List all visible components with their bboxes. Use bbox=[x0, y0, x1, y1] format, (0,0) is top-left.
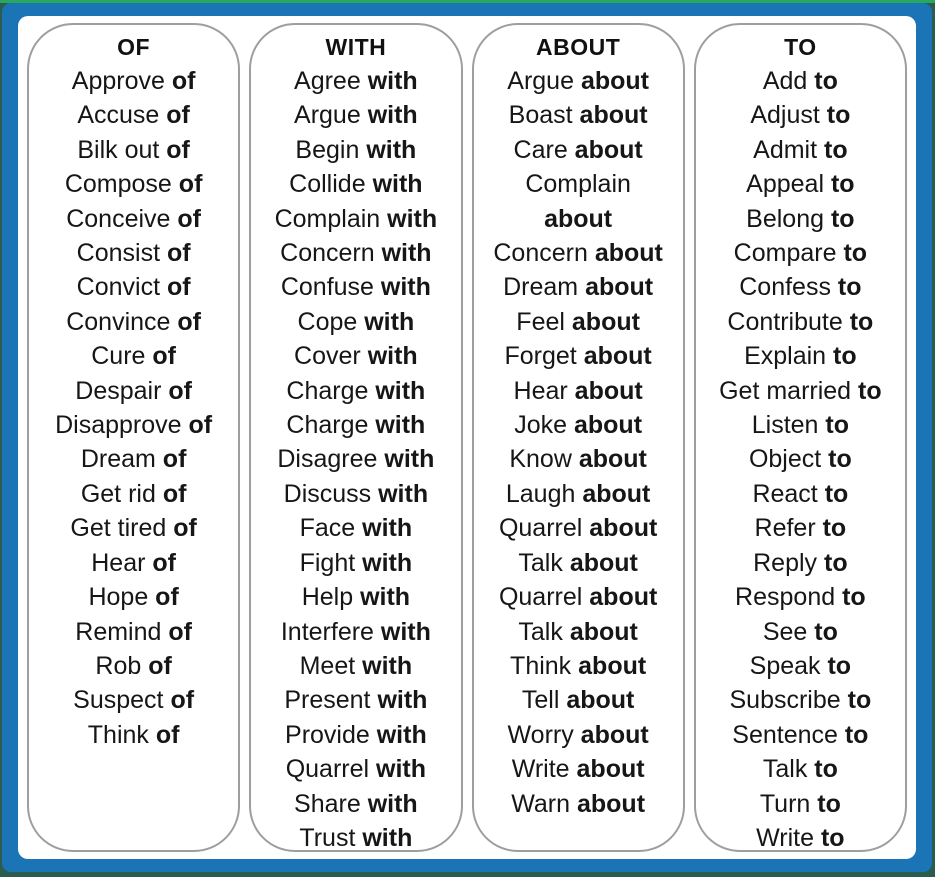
preposition-text: about bbox=[544, 204, 613, 233]
verb-phrase bbox=[29, 339, 238, 373]
verb-phrase bbox=[251, 64, 460, 98]
preposition-text: of bbox=[168, 376, 192, 405]
verb-phrase bbox=[474, 787, 683, 821]
verb-phrase bbox=[696, 649, 905, 683]
verb-phrase bbox=[696, 133, 905, 167]
verb-text: Compare bbox=[733, 239, 837, 268]
verb-phrase bbox=[696, 98, 905, 132]
preposition-text: of bbox=[171, 67, 196, 95]
verb-phrase bbox=[251, 511, 460, 545]
verb-phrase bbox=[29, 683, 238, 717]
verb-phrase bbox=[696, 683, 905, 717]
verb-phrase bbox=[29, 374, 238, 408]
preposition-text: with bbox=[360, 583, 411, 612]
verb-phrase bbox=[696, 408, 905, 442]
verb-text: Explain bbox=[744, 342, 827, 371]
verb-phrase bbox=[251, 615, 460, 649]
blue-frame bbox=[2, 3, 932, 872]
preposition-text: of bbox=[188, 411, 213, 440]
verb-text: Despair bbox=[75, 376, 162, 405]
verb-text: Agree bbox=[294, 67, 361, 95]
preposition-text: of bbox=[178, 170, 203, 199]
verb-text: Complain bbox=[274, 204, 381, 233]
verb-phrase bbox=[696, 477, 905, 511]
preposition-text: to bbox=[827, 651, 852, 680]
verb-phrase bbox=[696, 546, 905, 580]
preposition-text: of bbox=[166, 273, 191, 302]
preposition-text: about bbox=[582, 479, 651, 508]
verb-text: Joke bbox=[514, 411, 568, 440]
verb-text: Suspect bbox=[73, 686, 164, 715]
verb-text: Sentence bbox=[732, 720, 838, 749]
verb-phrase bbox=[251, 202, 460, 236]
verb-phrase bbox=[29, 718, 238, 752]
verb-phrase bbox=[251, 374, 460, 408]
verb-text: Think bbox=[510, 651, 572, 680]
verb-phrase bbox=[29, 580, 238, 614]
verb-text: Interfere bbox=[280, 617, 374, 646]
verb-text: Share bbox=[294, 789, 361, 818]
preposition-text: with bbox=[362, 548, 413, 577]
verb-text: Accuse bbox=[77, 101, 160, 130]
verb-phrase bbox=[251, 98, 460, 132]
verb-text: Confuse bbox=[280, 273, 374, 302]
verb-text: Talk bbox=[762, 755, 808, 784]
verb-text: Adjust bbox=[750, 101, 820, 130]
verb-text: Listen bbox=[751, 411, 819, 440]
verb-phrase bbox=[474, 339, 683, 373]
verb-phrase bbox=[474, 649, 683, 683]
verb-text: Appeal bbox=[746, 170, 825, 199]
preposition-text: to bbox=[814, 755, 838, 784]
verb-phrase bbox=[474, 615, 683, 649]
verb-text: Get rid bbox=[80, 479, 156, 508]
preposition-text: of bbox=[166, 101, 190, 130]
verb-text: Reply bbox=[753, 548, 818, 577]
verb-text: Hear bbox=[513, 376, 568, 405]
verb-phrase bbox=[251, 787, 460, 821]
preposition-text: of bbox=[152, 342, 176, 371]
preposition-text: to bbox=[830, 204, 855, 233]
verb-phrase bbox=[696, 718, 905, 752]
column-header-of: OF bbox=[117, 34, 151, 60]
verb-text: Cure bbox=[91, 342, 146, 371]
column-header-to: TO bbox=[784, 34, 817, 60]
verb-phrase bbox=[29, 64, 238, 98]
preposition-text: of bbox=[177, 307, 202, 336]
preposition-text: with bbox=[376, 720, 427, 749]
preposition-text: of bbox=[148, 651, 172, 680]
verb-text: Help bbox=[301, 583, 354, 612]
verb-text: Charge bbox=[286, 376, 369, 405]
verb-phrase bbox=[474, 64, 683, 98]
verb-text: Warn bbox=[511, 789, 571, 818]
verb-text: Worry bbox=[507, 720, 574, 749]
verb-text: Talk bbox=[518, 548, 563, 577]
verb-text: Fight bbox=[299, 548, 356, 577]
preposition-text: with bbox=[375, 376, 426, 405]
preposition-text: to bbox=[817, 789, 841, 818]
verb-text: Object bbox=[748, 445, 822, 474]
preposition-text: to bbox=[844, 720, 869, 749]
preposition-text: about bbox=[576, 755, 645, 784]
verb-text: Compose bbox=[64, 170, 172, 199]
verb-phrase bbox=[696, 270, 905, 304]
preposition-text: to bbox=[822, 514, 847, 543]
column-header-with: WITH bbox=[325, 34, 387, 60]
verb-phrase bbox=[251, 580, 460, 614]
preposition-text: about bbox=[574, 376, 643, 405]
verb-phrase bbox=[251, 683, 460, 717]
verb-phrase bbox=[251, 133, 460, 167]
verb-text: Face bbox=[299, 514, 356, 543]
preposition-text: about bbox=[569, 617, 638, 646]
verb-phrase bbox=[696, 787, 905, 821]
preposition-text: about bbox=[571, 307, 640, 336]
preposition-text: with bbox=[367, 789, 418, 818]
verb-phrase bbox=[29, 133, 238, 167]
verb-text: Laugh bbox=[505, 479, 576, 508]
preposition-text: to bbox=[828, 445, 852, 474]
preposition-text: to bbox=[847, 686, 872, 715]
card-grid bbox=[18, 16, 916, 859]
verb-phrase bbox=[696, 580, 905, 614]
verb-text: Refer bbox=[754, 514, 816, 543]
preposition-text: to bbox=[830, 170, 855, 199]
verb-phrase bbox=[251, 752, 460, 786]
preposition-text: about bbox=[573, 411, 643, 440]
verb-phrase bbox=[696, 511, 905, 545]
preposition-text: with bbox=[376, 755, 427, 784]
verb-text: Speak bbox=[749, 651, 821, 680]
preposition-text: about bbox=[569, 548, 638, 577]
verb-phrase bbox=[696, 374, 905, 408]
preposition-text: about bbox=[594, 239, 663, 268]
verb-text: Care bbox=[513, 135, 568, 164]
verb-text: Charge bbox=[286, 411, 369, 440]
verb-text: Conceive bbox=[66, 204, 171, 233]
preposition-text: with bbox=[367, 67, 418, 95]
verb-phrase bbox=[251, 821, 460, 852]
verb-text: Collide bbox=[289, 170, 366, 199]
verb-text: Disapprove bbox=[55, 411, 182, 440]
verb-phrase bbox=[474, 546, 683, 580]
verb-phrase bbox=[474, 408, 683, 442]
verb-phrase bbox=[251, 305, 460, 339]
preposition-text: about bbox=[566, 686, 635, 715]
verb-text: Convince bbox=[66, 307, 171, 336]
preposition-text: to bbox=[849, 307, 874, 336]
verb-text: Convict bbox=[76, 273, 161, 302]
verb-text: Write bbox=[511, 755, 570, 784]
verb-phrase bbox=[29, 202, 238, 236]
verb-text: Tell bbox=[521, 686, 560, 715]
preposition-text: of bbox=[166, 239, 191, 268]
verb-text: Forget bbox=[504, 342, 577, 371]
verb-text: Quarrel bbox=[498, 583, 583, 612]
verb-phrase bbox=[696, 442, 905, 476]
preposition-text: with bbox=[364, 307, 415, 336]
verb-text: Concern bbox=[280, 239, 375, 268]
verb-phrase bbox=[29, 442, 238, 476]
preposition-text: about bbox=[580, 67, 649, 95]
column-to bbox=[694, 23, 907, 852]
preposition-text: with bbox=[377, 686, 428, 715]
verb-phrase bbox=[474, 270, 683, 304]
verb-text: Think bbox=[87, 720, 149, 749]
verb-phrase bbox=[251, 270, 460, 304]
verb-phrase bbox=[696, 305, 905, 339]
verb-phrase bbox=[251, 167, 460, 201]
column-about bbox=[472, 23, 685, 852]
verb-text: Get tired bbox=[70, 514, 167, 543]
verb-text: Add bbox=[762, 67, 808, 95]
verb-text: Boast bbox=[508, 101, 573, 130]
verb-text: Present bbox=[284, 686, 371, 715]
verb-phrase bbox=[251, 236, 460, 270]
verb-text: Argue bbox=[507, 67, 574, 95]
verb-phrase bbox=[29, 477, 238, 511]
verb-text: Belong bbox=[746, 204, 825, 233]
preposition-text: of bbox=[162, 445, 187, 474]
verb-phrase bbox=[29, 408, 238, 442]
verb-phrase bbox=[251, 442, 460, 476]
preposition-text: to bbox=[843, 239, 868, 268]
preposition-text: with bbox=[372, 170, 423, 199]
verb-text: Bilk out bbox=[77, 135, 160, 164]
verb-phrase bbox=[29, 270, 238, 304]
preposition-text: of bbox=[155, 583, 179, 612]
preposition-text: with bbox=[362, 823, 413, 852]
verb-phrase bbox=[696, 202, 905, 236]
preposition-text: about bbox=[578, 651, 647, 680]
preposition-text: with bbox=[381, 239, 432, 268]
verb-text: Remind bbox=[75, 617, 162, 646]
verb-text: Discuss bbox=[283, 479, 372, 508]
verb-text: Hear bbox=[91, 548, 146, 577]
column-with bbox=[249, 23, 462, 852]
verb-text: Write bbox=[756, 823, 815, 852]
verb-phrase bbox=[474, 374, 683, 408]
preposition-text: with bbox=[367, 342, 418, 371]
verb-phrase bbox=[474, 133, 683, 167]
verb-phrase bbox=[29, 615, 238, 649]
verb-text: Get married bbox=[719, 376, 852, 405]
preposition-text: to bbox=[814, 617, 838, 646]
preposition-text: of bbox=[177, 204, 202, 233]
preposition-text: with bbox=[362, 651, 413, 680]
preposition-text: with bbox=[366, 135, 417, 164]
verb-phrase bbox=[696, 821, 905, 852]
preposition-text: with bbox=[384, 445, 435, 474]
verb-text: React bbox=[752, 479, 818, 508]
preposition-text: to bbox=[824, 135, 848, 164]
preposition-text: to bbox=[833, 342, 857, 371]
verb-phrase bbox=[474, 305, 683, 339]
preposition-text: with bbox=[380, 273, 431, 302]
preposition-text: to bbox=[858, 376, 882, 405]
preposition-text: with bbox=[362, 514, 413, 543]
preposition-text: to bbox=[842, 583, 866, 612]
column-of bbox=[27, 23, 240, 852]
verb-text: Cover bbox=[294, 342, 361, 371]
verb-text: Meet bbox=[299, 651, 356, 680]
preposition-text: about bbox=[578, 445, 647, 474]
verb-phrase bbox=[474, 580, 683, 614]
preposition-text: about bbox=[579, 101, 648, 130]
preposition-text: of bbox=[162, 479, 187, 508]
preposition-text: with bbox=[380, 617, 431, 646]
preposition-text: of bbox=[155, 720, 180, 749]
verb-phrase bbox=[29, 305, 238, 339]
verb-phrase bbox=[29, 167, 238, 201]
preposition-text: with bbox=[387, 204, 438, 233]
verb-phrase bbox=[474, 683, 683, 717]
preposition-text: about bbox=[585, 273, 654, 302]
verb-phrase bbox=[29, 546, 238, 580]
preposition-text: with bbox=[378, 479, 429, 508]
preposition-text: about bbox=[580, 720, 649, 749]
preposition-text: of bbox=[170, 686, 195, 715]
preposition-text: with bbox=[367, 101, 418, 130]
verb-text: Rob bbox=[95, 651, 142, 680]
verb-text: Hope bbox=[88, 583, 149, 612]
verb-phrase bbox=[251, 408, 460, 442]
verb-text: Consist bbox=[76, 239, 161, 268]
verb-text: Subscribe bbox=[729, 686, 841, 715]
verb-phrase bbox=[474, 718, 683, 752]
preposition-text: about bbox=[583, 342, 652, 371]
verb-phrase bbox=[251, 477, 460, 511]
preposition-text: to bbox=[824, 479, 849, 508]
verb-phrase bbox=[696, 64, 905, 98]
verb-phrase bbox=[29, 236, 238, 270]
verb-phrase bbox=[696, 339, 905, 373]
preposition-text: about bbox=[589, 583, 658, 612]
verb-phrase bbox=[696, 615, 905, 649]
verb-text: Quarrel bbox=[285, 755, 370, 784]
preposition-text: to bbox=[825, 411, 850, 440]
verb-phrase bbox=[251, 649, 460, 683]
verb-phrase bbox=[696, 752, 905, 786]
verb-text: Know bbox=[509, 445, 572, 474]
verb-text: Talk bbox=[518, 617, 563, 646]
preposition-text: of bbox=[168, 617, 192, 646]
verb-phrase bbox=[696, 167, 905, 201]
verb-text: Concern bbox=[493, 239, 588, 268]
verb-text: Approve bbox=[71, 67, 165, 95]
verb-phrase bbox=[251, 339, 460, 373]
verb-text: Respond bbox=[735, 583, 836, 612]
preposition-text: of bbox=[152, 548, 176, 577]
verb-phrase bbox=[474, 442, 683, 476]
preposition-text: about bbox=[589, 514, 658, 543]
verb-phrase bbox=[474, 511, 683, 545]
preposition-text: to bbox=[814, 67, 838, 95]
verb-phrase bbox=[474, 98, 683, 132]
preposition-text: to bbox=[824, 548, 848, 577]
verb-text: Complain bbox=[525, 170, 631, 199]
verb-text: Quarrel bbox=[498, 514, 583, 543]
verb-phrase bbox=[696, 236, 905, 270]
preposition-text: to bbox=[820, 823, 845, 852]
verb-text: Feel bbox=[516, 307, 565, 336]
verb-text: Cope bbox=[297, 307, 358, 336]
verb-text: Begin bbox=[295, 135, 360, 164]
verb-phrase bbox=[29, 98, 238, 132]
preposition-text: about bbox=[576, 789, 646, 818]
verb-text: Argue bbox=[294, 101, 361, 130]
verb-phrase bbox=[474, 752, 683, 786]
verb-phrase bbox=[29, 649, 238, 683]
verb-phrase bbox=[474, 167, 683, 236]
verb-phrase bbox=[251, 546, 460, 580]
verb-phrase bbox=[29, 511, 238, 545]
verb-phrase bbox=[474, 477, 683, 511]
verb-text: Disagree bbox=[277, 445, 378, 474]
verb-text: Confess bbox=[739, 273, 831, 302]
preposition-text: to bbox=[826, 101, 851, 130]
verb-phrase bbox=[474, 236, 683, 270]
verb-text: Dream bbox=[80, 445, 156, 474]
verb-text: Provide bbox=[285, 720, 370, 749]
column-header-about: ABOUT bbox=[535, 34, 621, 60]
verb-phrase bbox=[251, 718, 460, 752]
preposition-text: of bbox=[173, 514, 197, 543]
verb-text: Contribute bbox=[727, 307, 843, 336]
verb-text: See bbox=[762, 617, 808, 646]
verb-text: Dream bbox=[503, 273, 579, 302]
preposition-text: to bbox=[837, 273, 862, 302]
preposition-text: of bbox=[166, 135, 190, 164]
verb-text: Admit bbox=[753, 135, 818, 164]
preposition-text: about bbox=[574, 135, 643, 164]
preposition-text: with bbox=[375, 411, 426, 440]
verb-text: Turn bbox=[759, 789, 811, 818]
verb-text: Trust bbox=[299, 823, 356, 852]
